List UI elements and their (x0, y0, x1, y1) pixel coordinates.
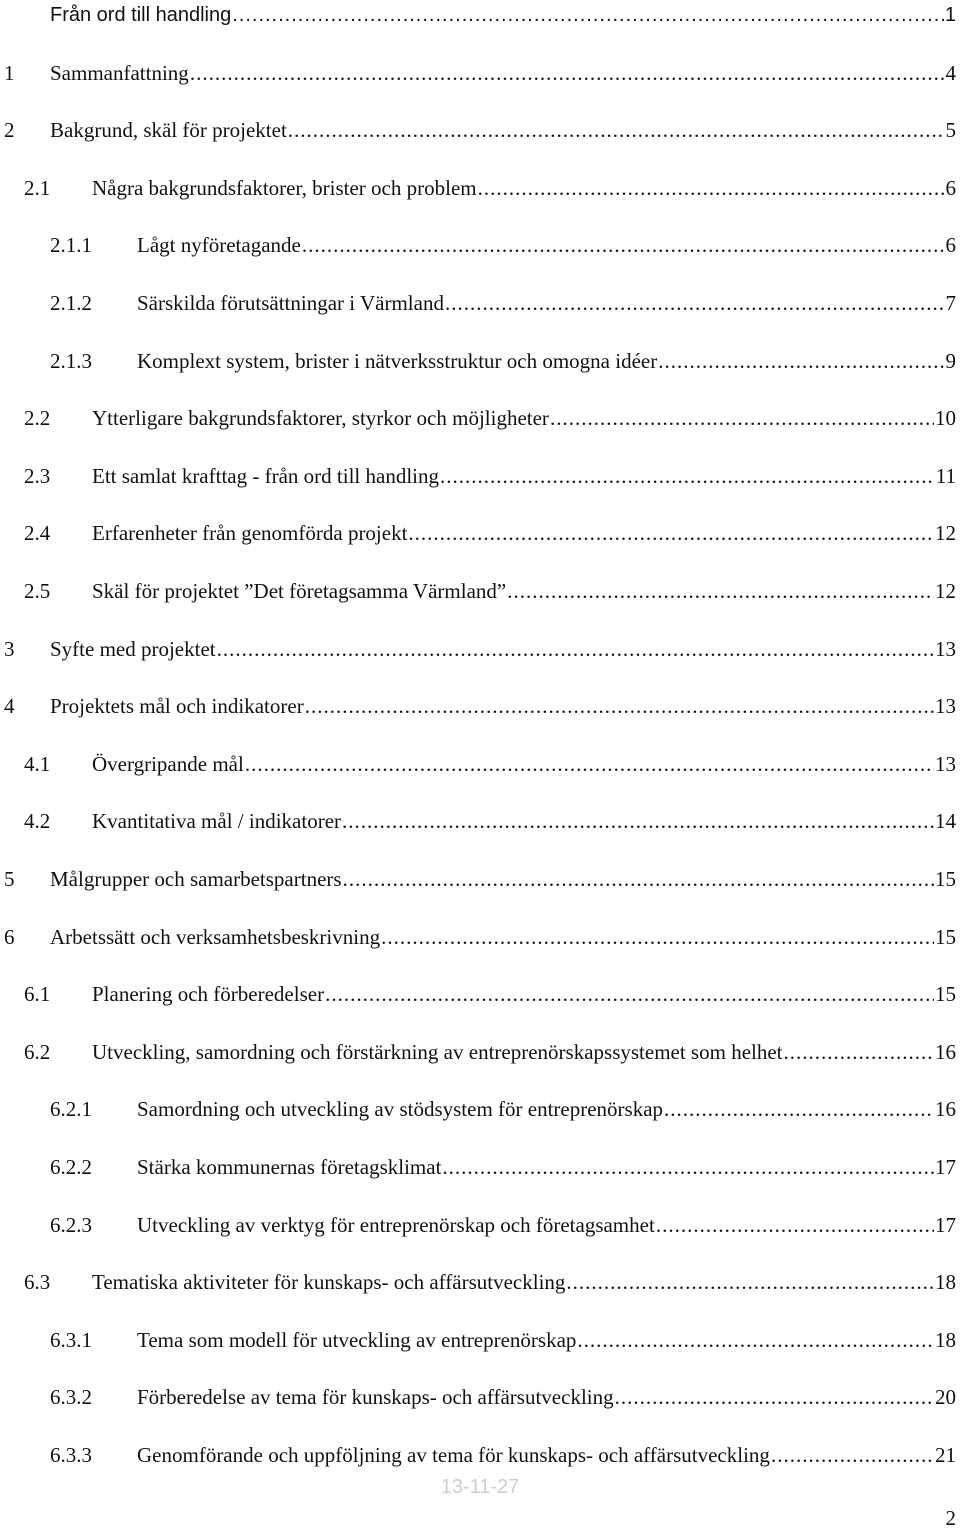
toc-entry-number: 2.1.2 (50, 291, 92, 315)
toc-entry-page: 10 (935, 406, 956, 431)
toc-entry[interactable] (0, 518, 960, 548)
toc-entry-page: 12 (935, 579, 956, 603)
toc-entry-title-line (50, 115, 956, 145)
toc-entry-title-line (92, 806, 956, 836)
dot-leader (664, 1094, 934, 1124)
toc-entry[interactable] (0, 288, 960, 318)
toc-entry-title: Ytterligare bakgrundsfaktorer, styrkor och möjligheter (92, 406, 549, 431)
toc-entry-title: Tema som modell för utveckling av entreprenörskap (137, 1327, 577, 1352)
toc-entry-page: 13 (935, 751, 956, 776)
toc-entry-page: 1 (944, 4, 956, 26)
toc-entry[interactable] (0, 1267, 960, 1297)
toc-entry-page: 6 (945, 233, 956, 258)
toc-entry-title-line (137, 1440, 956, 1470)
toc-entry[interactable] (0, 115, 960, 145)
toc-entry[interactable] (0, 806, 960, 836)
dot-leader (190, 58, 945, 88)
toc-entry-number: 2.1.3 (50, 348, 92, 373)
dot-leader (478, 173, 945, 203)
toc-entry-number: 4.2 (24, 809, 51, 834)
toc-entry-title-line (92, 979, 956, 1009)
toc-entry-title-line (50, 922, 956, 952)
toc-entry-number: 2 (4, 118, 15, 143)
toc-entry-page: 17 (935, 1155, 956, 1179)
toc-entry-page: 16 (935, 1097, 956, 1122)
toc-entry-title: Projektets mål och indikatorer (50, 694, 304, 719)
toc-entry-page: 4 (945, 60, 956, 85)
toc-entry-title: Målgrupper och samarbetspartners (50, 867, 342, 891)
toc-entry[interactable] (0, 979, 960, 1009)
toc-entry[interactable] (0, 576, 960, 606)
dot-leader (232, 0, 944, 30)
toc-entry-title: Utveckling av verktyg för entreprenörskap och företagsamhet (137, 1212, 655, 1237)
toc-entry-title: Bakgrund, skäl för projektet (50, 118, 287, 143)
toc-entry-page: 18 (935, 1327, 956, 1352)
toc-entry-number: 2.5 (24, 579, 51, 603)
toc-entry-number: 3 (4, 636, 15, 661)
dot-leader (784, 1037, 935, 1067)
toc-entry[interactable] (0, 58, 960, 88)
toc-entry[interactable] (0, 230, 960, 260)
toc-entry-number: 4.1 (24, 751, 51, 776)
toc-entry-number: 6 (4, 924, 15, 949)
toc-entry-number: 2.2 (24, 406, 51, 431)
toc-entry-number: 6.2.2 (50, 1155, 92, 1179)
dot-leader (566, 1267, 934, 1297)
toc-entry[interactable] (0, 634, 960, 664)
toc-entry-page: 20 (935, 1385, 956, 1410)
toc-entry-title: Erfarenheter från genomförda projekt (92, 521, 408, 546)
toc-entry-title: Tematiska aktiviteter för kunskaps- och affärsutveckling (92, 1270, 566, 1295)
dot-leader (343, 864, 934, 894)
toc-entry-page: 12 (935, 521, 956, 546)
toc-entry-title-line (92, 173, 956, 203)
toc-entry-title-line (137, 230, 956, 260)
toc-entry-title-line (50, 58, 956, 88)
toc-entry[interactable] (0, 1094, 960, 1124)
toc-entry-title: Stärka kommunernas företagsklimat (137, 1155, 442, 1179)
dot-leader (550, 403, 934, 433)
toc-entry-number: 6.2.1 (50, 1097, 92, 1122)
toc-entry-title: Komplext system, brister i nätverksstruktur och omogna idéer (137, 348, 658, 373)
toc-entry-number: 6.3.1 (50, 1327, 92, 1352)
toc-entry-title-line (137, 1152, 956, 1182)
toc-entry-page: 15 (935, 982, 956, 1007)
toc-entry-title: Lågt nyföretagande (137, 233, 301, 258)
dot-leader (658, 346, 944, 376)
toc-entry-page: 9 (945, 348, 956, 373)
toc-entry-title: Kvantitativa mål / indikatorer (92, 809, 342, 834)
toc-entry-page: 15 (935, 867, 956, 891)
dot-leader (615, 1382, 934, 1412)
dot-leader (440, 461, 935, 491)
toc-entry-title-line (137, 346, 956, 376)
toc-entry-title-line (92, 1037, 956, 1067)
toc-entry-number: 6.2.3 (50, 1212, 92, 1237)
toc-entry-page: 21 (935, 1443, 956, 1467)
toc-entry-number: 6.2 (24, 1039, 51, 1064)
dot-leader (442, 1152, 934, 1182)
toc-entry-number: 2.4 (24, 521, 51, 546)
toc-entry-title-line (92, 1267, 956, 1297)
dot-leader (771, 1440, 934, 1470)
toc-entry-title-line (50, 0, 956, 30)
toc-entry-page: 13 (935, 694, 956, 719)
toc-entry-number: 2.1.1 (50, 233, 92, 258)
toc-entry-title-line (92, 403, 956, 433)
toc-entry-title-line (137, 1210, 956, 1240)
toc-entry-number: 6.3.2 (50, 1385, 92, 1410)
toc-entry-title-line (92, 749, 956, 779)
toc-entry-title-line (92, 461, 956, 491)
dot-leader (445, 288, 945, 318)
toc-entry-title: Genomförande och uppföljning av tema för kunskaps- och affärsutveckling (137, 1443, 770, 1467)
toc-entry-page: 11 (935, 463, 956, 488)
dot-leader (577, 1325, 934, 1355)
toc-entry[interactable] (0, 1037, 960, 1067)
toc-entry-title-line (50, 864, 956, 894)
toc-entry-title: Skäl för projektet ”Det företagsamma Värmland” (92, 579, 507, 603)
toc-entry[interactable] (0, 749, 960, 779)
toc-entry-title-line (92, 576, 956, 606)
toc-entry-title: Utveckling, samordning och förstärkning av entreprenörskapssystemet som helhet (92, 1039, 783, 1064)
toc-entry-title: Samordning och utveckling av stödsystem för entreprenörskap (137, 1097, 664, 1122)
toc-entry[interactable] (0, 691, 960, 721)
toc-entry-number: 5 (4, 867, 15, 891)
toc-entry[interactable] (0, 1210, 960, 1240)
dot-leader (217, 634, 934, 664)
toc-entry[interactable] (0, 1440, 960, 1470)
toc-entry[interactable] (0, 0, 960, 30)
footer-date: 13-11-27 (440, 1476, 520, 1498)
toc-entry-number: 6.3.3 (50, 1443, 92, 1467)
toc-entry-title: Förberedelse av tema för kunskaps- och affärsutveckling (137, 1385, 614, 1410)
toc-entry-title: Syfte med projektet (50, 636, 216, 661)
toc-entry-number: 1 (4, 60, 15, 85)
toc-entry[interactable] (0, 346, 960, 376)
toc-entry-page: 14 (935, 809, 956, 834)
dot-leader (656, 1210, 934, 1240)
toc-entry[interactable] (0, 403, 960, 433)
dot-leader (342, 806, 934, 836)
dot-leader (325, 979, 934, 1009)
dot-leader (302, 230, 945, 260)
toc-entry-title: Från ord till handling (50, 4, 232, 26)
toc-entry[interactable] (0, 461, 960, 491)
toc-entry-title-line (137, 1325, 956, 1355)
toc-entry-title: Ett samlat krafttag - från ord till handling (92, 463, 439, 488)
toc-entry-title-line (137, 1094, 956, 1124)
toc-entry-number: 6.1 (24, 982, 51, 1007)
toc-entry-title: Särskilda förutsättningar i Värmland (137, 291, 444, 315)
toc-entry-page: 18 (935, 1270, 956, 1295)
toc-entry-number: 2.3 (24, 463, 51, 488)
toc-entry-title-line (137, 288, 956, 318)
toc-entry-title-line (92, 518, 956, 548)
toc-entry-title-line (137, 1382, 956, 1412)
toc-entry-title-line (50, 634, 956, 664)
toc-entry[interactable] (0, 864, 960, 894)
dot-leader (381, 922, 934, 952)
dot-leader (507, 576, 934, 606)
toc-entry[interactable] (0, 173, 960, 203)
toc-entry-page: 6 (945, 175, 956, 200)
dot-leader (408, 518, 934, 548)
dot-leader (288, 115, 945, 145)
dot-leader (305, 691, 934, 721)
toc-entry-title: Planering och förberedelser (92, 982, 325, 1007)
dot-leader (245, 749, 934, 779)
toc-entry-title: Arbetssätt och verksamhetsbeskrivning (50, 924, 381, 949)
page-number: 2 (945, 1506, 956, 1530)
toc-entry-page: 15 (935, 924, 956, 949)
toc-entry[interactable] (0, 922, 960, 952)
toc-entry-title-line (50, 691, 956, 721)
toc-entry-page: 13 (935, 636, 956, 661)
toc-entry-page: 7 (945, 291, 956, 315)
toc-entry-page: 5 (945, 118, 956, 143)
toc-entry[interactable] (0, 1325, 960, 1355)
toc-entry-title: Några bakgrundsfaktorer, brister och problem (92, 175, 477, 200)
toc-entry-page: 17 (935, 1212, 956, 1237)
toc-entry-number: 2.1 (24, 175, 51, 200)
toc-entry-page: 16 (935, 1039, 956, 1064)
toc-entry-title: Sammanfattning (50, 60, 189, 85)
toc-entry-number: 6.3 (24, 1270, 51, 1295)
toc-entry[interactable] (0, 1152, 960, 1182)
toc-entry-number: 4 (4, 694, 15, 719)
toc-entry[interactable] (0, 1382, 960, 1412)
toc-entry-title: Övergripande mål (92, 751, 244, 776)
